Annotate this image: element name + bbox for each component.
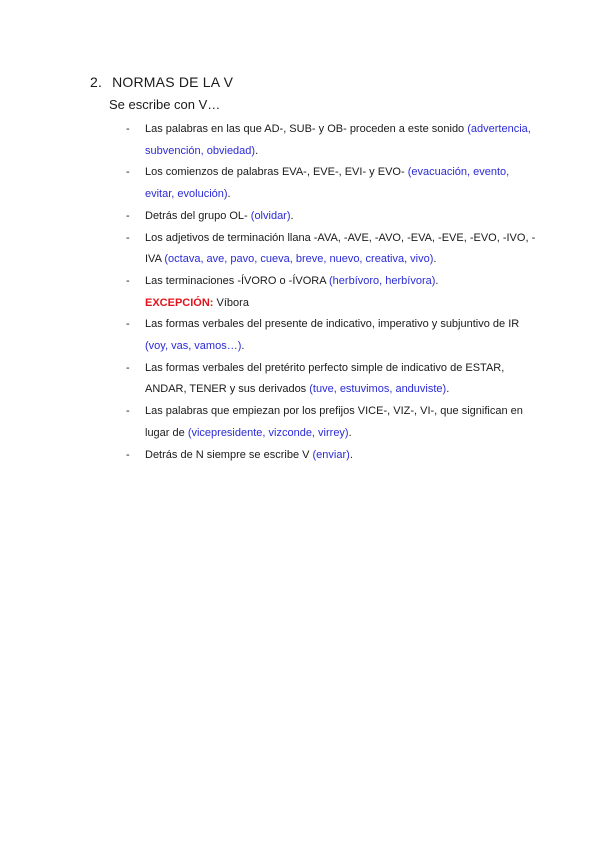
rule-item xyxy=(126,401,536,444)
exception-text: Víbora xyxy=(213,296,249,309)
rule-examples: (enviar) xyxy=(312,448,350,461)
rule-examples: (herbívoro, herbívora) xyxy=(329,274,436,287)
rules-list xyxy=(126,119,536,466)
rule-item xyxy=(126,162,536,205)
rule-text: Las terminaciones -ÍVORO o -ÍVORA xyxy=(145,274,330,287)
bullet-dash: - xyxy=(126,361,130,374)
rule-item xyxy=(126,358,536,401)
bullet-dash: - xyxy=(126,405,130,418)
rule-examples: (vicepresidente, vizconde, virrey) xyxy=(187,426,349,439)
rule-item xyxy=(126,445,536,467)
rule-text: Detrás de N siempre se escribe V xyxy=(145,448,313,461)
bullet-dash: - xyxy=(126,274,130,287)
rule-tail: . xyxy=(446,383,450,396)
rule-text: Las palabras que empiezan por los prefijos VICE-, VIZ-, VI-, que significan en lugar de xyxy=(145,405,523,439)
rule-examples: (evacuación, evento, evitar, evolución) xyxy=(145,166,510,201)
section-intro: Se escribe con V… xyxy=(109,97,221,112)
bullet-dash: - xyxy=(126,448,130,461)
rule-tail: . xyxy=(435,274,439,287)
rule-text: Las formas verbales del presente de indicativo, imperativo y subjuntivo de IR xyxy=(145,318,520,331)
rule-item xyxy=(126,228,536,271)
rule-tail: . xyxy=(227,188,231,201)
bullet-dash: - xyxy=(126,166,130,179)
rule-tail: . xyxy=(255,144,259,157)
rule-text: Las formas verbales del pretérito perfecto simple de indicativo de ESTAR, ANDAR, TENER y sus derivados xyxy=(145,361,505,396)
rule-examples: (tuve, estuvimos, anduviste) xyxy=(309,383,447,396)
rule-examples: (voy, vas, vamos…) xyxy=(145,340,242,353)
rule-examples: (olvidar) xyxy=(250,209,291,222)
section-title: NORMAS DE LA V xyxy=(112,74,234,90)
rule-tail: . xyxy=(433,253,437,266)
rule-tail: . xyxy=(349,448,353,461)
rule-text: Los comienzos de palabras EVA-, EVE-, EVI- y EVO- xyxy=(145,166,408,179)
bullet-dash: - xyxy=(126,231,130,244)
bullet-dash: - xyxy=(126,318,130,331)
rule-tail: . xyxy=(290,209,294,222)
rule-item xyxy=(126,119,536,162)
rule-examples: (advertencia, subvención, obviedad) xyxy=(145,123,531,157)
rule-text: Detrás del grupo OL- xyxy=(145,209,251,222)
rule-text: Los adjetivos de terminación llana -AVA, -AVE, -AVO, -EVA, -EVE, -EVO, -IVO, -IVA xyxy=(145,231,536,266)
rule-item xyxy=(126,271,536,314)
rule-examples: (octava, ave, pavo, cueva, breve, nuevo, creativa, vivo) xyxy=(164,253,434,266)
rule-tail: . xyxy=(241,340,245,353)
section-heading xyxy=(90,73,233,91)
rule-item xyxy=(126,314,536,357)
bullet-dash: - xyxy=(126,123,130,135)
rule-item xyxy=(126,206,536,228)
exception-label: EXCEPCIÓN: xyxy=(145,296,214,309)
bullet-dash: - xyxy=(126,209,130,222)
rule-tail: . xyxy=(348,426,352,439)
section-number: 2. xyxy=(90,74,103,90)
rule-text: Las palabras en las que AD-, SUB- y OB- proceden a este sonido xyxy=(145,123,468,135)
